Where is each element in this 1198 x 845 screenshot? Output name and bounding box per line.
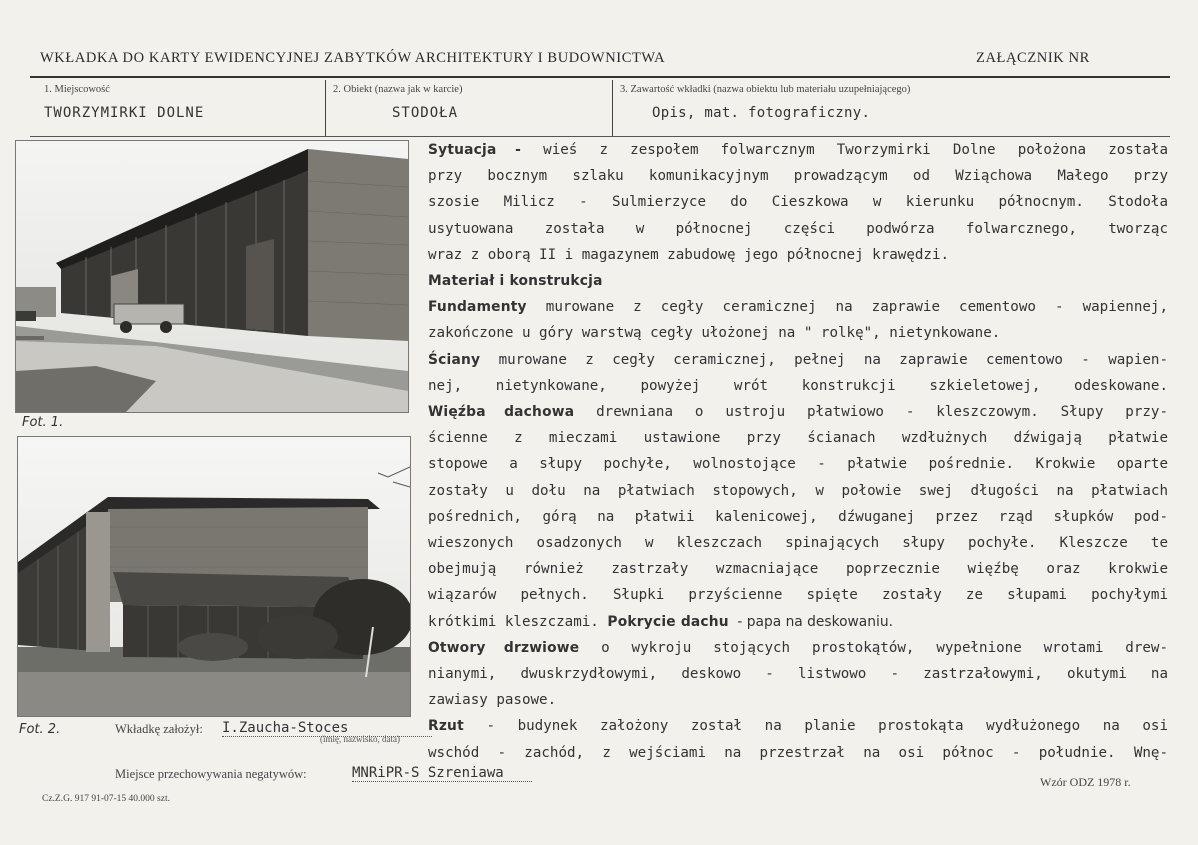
text-line: zawiasy pasowe. [428,692,557,709]
section-heading: Materiał i konstrukcja [428,273,603,290]
content-label: 3. Zawartość wkładki (nazwa obiektu lub materiału uzupełniającego) [620,84,911,95]
text-line: zakończone u góry warstwą cegły ułożonej na " rolkę", nietynkowane. [428,325,1001,342]
text-span: o wykroju stojących prostokątów, wypełnione wrotami drew- [601,639,1168,656]
text-line: wiązarów pełnych. Słupki przyścienne spięte zostały ze słupami pochyłymi [428,587,1168,604]
section-heading: Więźba dachowa [428,404,575,421]
text-line: usytuowana została w północnej części podwórza folwarcznego, tworząc [428,220,1168,237]
object-label: 2. Obiekt (nazwa jak w karcie) [333,84,463,95]
section-heading: Rzut [428,718,464,735]
text-line: nianymi, dwuskrzydłowymi, deskowo - listwowo - zastrzałowymi, okutymi na [428,666,1168,683]
content-value: Opis, mat. fotograficzny. [652,105,871,121]
text-line: wraz z oborą II i magazynem zabudowę jego północnej krawędzi. [428,246,950,263]
text-line: szosie Milicz - Sulmierzyce do Cieszkowa w kierunku północnym. Stodoła [428,194,1168,211]
locality-label: 1. Miejscowość [44,84,110,95]
object-value: STODOŁA [392,105,459,121]
text-line [428,347,1168,373]
text-line: obejmują również zastrzały wzmacniające poprzecznie więźbę oraz krokwie [428,561,1168,578]
founder-label: Wkładkę założył: [115,722,203,736]
section-heading: Sytuacja - [428,142,522,158]
header-rule [30,76,1170,78]
text-span: murowane z cegły ceramicznej na zaprawie cementowo - wapiennej, [545,299,1168,316]
text-span: wieś z zespołem folwarcznym Tworzymirki Dolne położona została [543,142,1168,158]
text-span: - papa na deskowaniu. [737,613,893,630]
field-divider [325,80,326,136]
section-heading: Fundamenty [428,299,527,316]
annex-label: ZAŁĄCZNIK NR [976,50,1090,66]
text-span: - budynek założony został na planie prostokąta wydłużonego na osi [486,718,1168,735]
photo-2-caption: Fot. 2. [19,722,61,737]
text-line: wieszonych osadzonych w kleszczach spinających słupy pochyłe. Kleszcze te [428,535,1168,552]
section-heading: Pokrycie dachu [607,613,729,630]
text-span: drewniana o ustroju płatwiowo - kleszczowym. Słupy przy- [596,404,1168,421]
locality-value: TWORZYMIRKI DOLNE [44,105,205,121]
text-span: murowane z cegły ceramicznej, pełnej na zaprawie cementowo - wapien- [498,351,1168,368]
description-text [428,137,1168,766]
text-span: krótkimi kleszczami. [428,613,599,630]
field-divider [612,80,613,136]
text-line: wschód - zachód, z wejściami na przestrzał na osi północ - południe. Wnę- [428,744,1168,761]
text-line [428,609,1168,635]
photo-1-caption: Fot. 1. [22,415,64,430]
text-line: ścienne z mieczami ustawione przy ścianach wzdłużnych dźwigają płatwie [428,430,1168,447]
founder-hint: (imię, nazwisko, data) [320,734,400,744]
section-heading: Otwory drzwiowe [428,639,580,656]
text-line: pośrednich, górą na płatwii kalenicowej, dźwuganej przez rząd słupków pod- [428,508,1168,525]
text-line: przy bocznym szlaku komunikacyjnym prowadzącym od Wziąchowa Małego przy [428,168,1168,185]
section-heading: Ściany [428,351,481,368]
negatives-value: MNRiPR-S Szreniawa [352,765,532,782]
text-line: nej, nietynkowane, powyżej wrót konstrukcji szkieletowej, odeskowane. [428,377,1168,394]
text-line: zostały u dołu na płatwiach stopowych, w połowie swej długości na płatwiach [428,482,1168,499]
text-line: stopowe a słupy pochyłe, wolnostojące - płatwie pośrednie. Krokwie oparte [428,456,1168,473]
negatives-label: Miejsce przechowywania negatywów: [115,767,307,781]
form-title: WKŁADKA DO KARTY EWIDENCYJNEJ ZABYTKÓW ARCHITEKTURY I BUDOWNICTWA [40,50,666,66]
print-code: Cz.Z.G. 917 91-07-15 40.000 szt. [42,794,170,804]
text-line [428,294,1168,320]
form-code: Wzór ODZ 1978 r. [1040,775,1131,789]
text-line [428,137,1168,163]
photo-1 [15,140,409,413]
text-line [428,713,1168,739]
text-line [428,399,1168,425]
founder-value: I.Zaucha-Stoces [222,720,432,737]
text-line [428,635,1168,661]
photo-2 [17,436,411,717]
